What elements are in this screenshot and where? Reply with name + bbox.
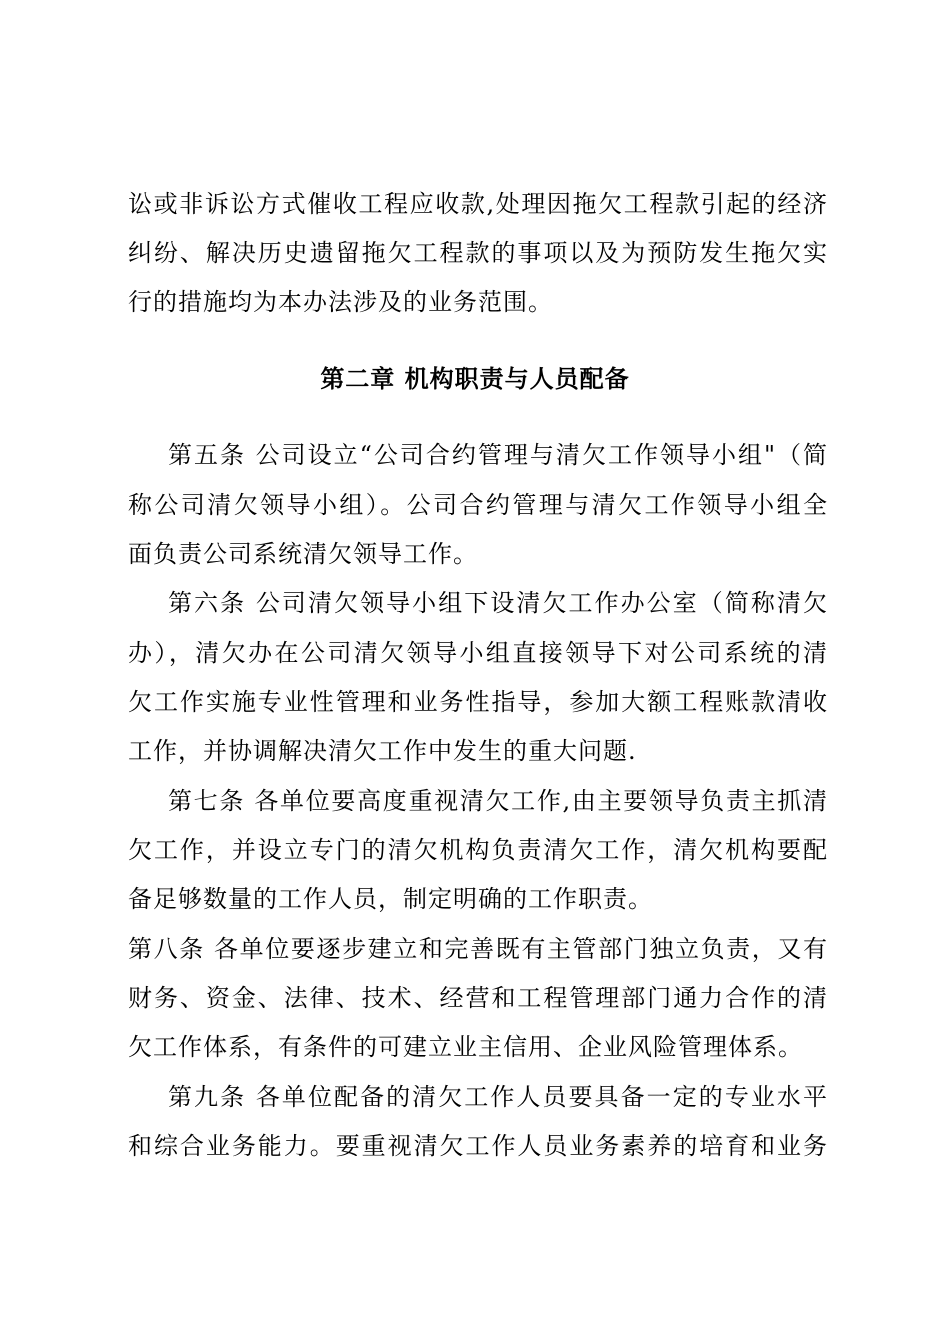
text-line: 纠纷、解决历史遗留拖欠工程款的事项以及为预防发生拖欠实 [128,239,828,267]
article-5-line: 称公司清欠领导小组）。公司合约管理与清欠工作领导小组全 [128,491,828,519]
text-line: 行的措施均为本办法涉及的业务范围。 [128,288,553,316]
chapter-heading: 第二章 机构职责与人员配备 [320,365,630,393]
article-8-line: 财务、资金、法律、技术、经营和工程管理部门通力合作的清 [128,984,828,1012]
article-9-line: 和综合业务能力。要重视清欠工作人员业务素养的培育和业务 [128,1132,828,1160]
article-7-line: 备足够数量的工作人员，制定明确的工作职责。 [128,885,653,913]
article-6-line: 工作，并协调解决清欠工作中发生的重大问题. [128,737,637,765]
article-7-line: 第七条 各单位要高度重视清欠工作,由主要领导负责主抓清 [168,787,828,815]
article-7-line: 欠工作，并设立专门的清欠机构负责清欠工作，清欠机构要配 [128,836,828,864]
article-5-line: 第五条 公司设立“公司合约管理与清欠工作领导小组"（简 [168,441,828,469]
article-8-line: 欠工作体系，有条件的可建立业主信用、企业风险管理体系。 [128,1033,803,1061]
article-6-line: 第六条 公司清欠领导小组下设清欠工作办公室（简称清欠 [168,589,828,617]
article-9-line: 第九条 各单位配备的清欠工作人员要具备一定的专业水平 [168,1083,828,1111]
article-8-line: 第八条 各单位要逐步建立和完善既有主管部门独立负责，又有 [128,935,828,963]
article-6-line: 欠工作实施专业性管理和业务性指导，参加大额工程账款清收 [128,688,828,716]
article-6-line: 办），清欠办在公司清欠领导小组直接领导下对公司系统的清 [128,639,828,667]
text-line: 讼或非诉讼方式催收工程应收款,处理因拖欠工程款引起的经济 [128,190,828,218]
article-5-line: 面负责公司系统清欠领导工作。 [128,540,478,568]
